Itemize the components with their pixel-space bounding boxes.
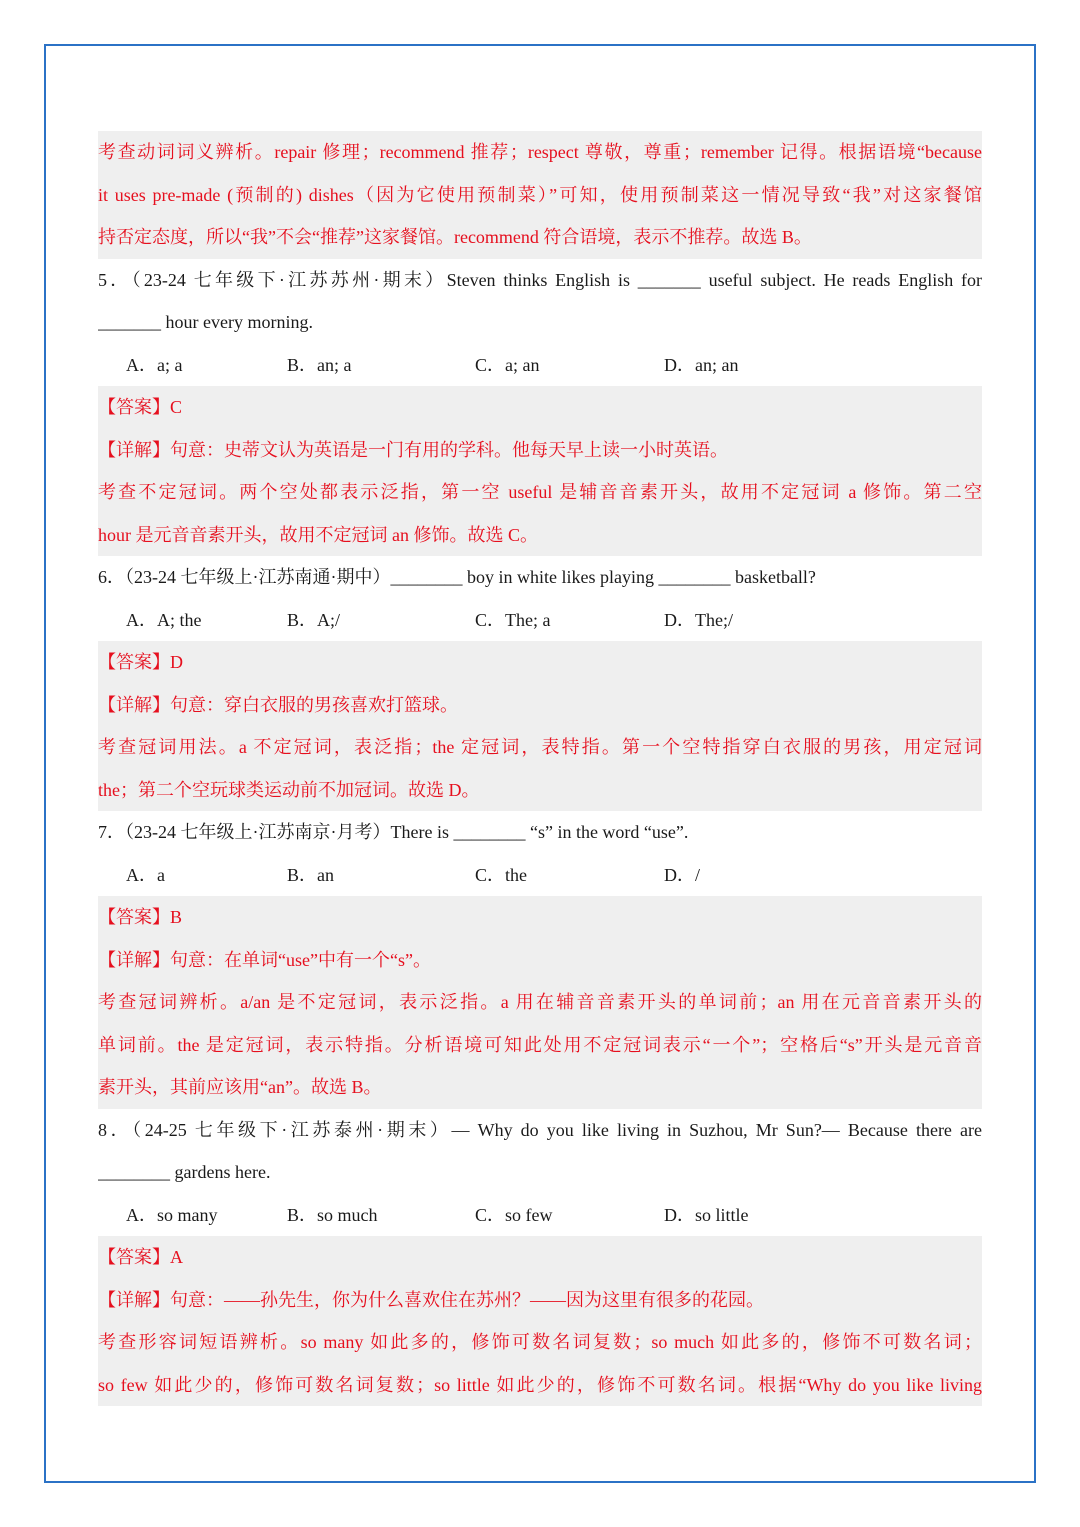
analysis-line: 单词前。the 是定冠词，表示特指。分析语境可知此处用不定冠词表示“一个”；空格后“s”开头是元音音 [98, 1034, 982, 1055]
question-stem-line: 6．（23-24 七年级上·江苏南通·期中）________ boy in white likes playing ________ basketball? [98, 567, 816, 587]
option-d: D．so little [664, 1204, 749, 1225]
option-a: A．so many [126, 1204, 218, 1225]
analysis-line: 考查形容词短语辨析。so many 如此多的，修饰可数名词复数；so much 如此多的，修饰不可数名词； [98, 1332, 982, 1352]
option-a: A．a [126, 864, 165, 885]
options-row [98, 599, 982, 642]
analysis-line: 考查冠词辨析。a/an 是不定冠词，表示泛指。a 用在辅音音素开头的单词前；an 用在元音音素开头的 [98, 992, 982, 1012]
analysis-line: 持否定态度，所以“我”不会“推荐”这家餐馆。recommend 符合语境，表示不推荐。故选 B。 [98, 227, 812, 247]
detail-line: 【详解】句意：——孙先生，你为什么喜欢住在苏州？——因为这里有很多的花园。 [98, 1289, 764, 1310]
option-b: B．A;/ [287, 609, 341, 630]
question-5 [98, 259, 982, 387]
options-row [98, 854, 982, 897]
answer-block [98, 896, 982, 1109]
detail-line: 【详解】句意：在单词“use”中有一个“s”。 [98, 949, 431, 970]
option-a: A．A; the [126, 609, 202, 630]
analysis-line: the；第二个空玩球类运动前不加冠词。故选 D。 [98, 779, 480, 800]
analysis-line: hour 是元音音素开头，故用不定冠词 an 修饰。故选 C。 [98, 524, 538, 545]
analysis-block [98, 131, 982, 259]
option-c: C．so few [475, 1204, 553, 1225]
answer-label: 【答案】C [98, 397, 183, 417]
option-c: C．The; a [475, 609, 551, 630]
option-b: B．an; a [287, 354, 352, 375]
analysis-line: it uses pre-made (预制的) dishes（因为它使用预制菜）”可知，使用预制菜这一情况导致“我”对这家餐馆 [98, 184, 982, 205]
analysis-line: 考查不定冠词。两个空处都表示泛指，第一空 useful 是辅音音素开头，故用不定冠词 a 修饰。第二空 [98, 482, 982, 502]
answer-block [98, 1236, 982, 1406]
detail-line: 【详解】句意：史蒂文认为英语是一门有用的学科。他每天早上读一小时英语。 [98, 439, 728, 460]
option-b: B．so much [287, 1204, 378, 1225]
option-d: D．The;/ [664, 609, 733, 630]
option-c: C．a; an [475, 354, 540, 375]
question-stem-line: 7．（23-24 七年级上·江苏南京·月考）There is ________ “s” in the word “use”. [98, 822, 689, 842]
options-row [98, 1194, 982, 1237]
analysis-line: 考查动词词义辨析。repair 修理；recommend 推荐；respect 尊敬，尊重；remember 记得。根据语境“because [98, 142, 982, 162]
option-d: D．/ [664, 864, 700, 885]
worksheet-content [98, 131, 982, 1406]
question-stem-line: 8．（24-25 七年级下·江苏泰州·期末）— Why do you like living in Suzhou, Mr Sun?— Because there are [98, 1119, 982, 1140]
question-stem-line: ________ gardens here. [98, 1162, 271, 1182]
question-stem-line: _______ hour every morning. [98, 312, 313, 332]
analysis-line: 考查冠词用法。a 不定冠词，表泛指；the 定冠词，表特指。第一个空特指穿白衣服的男孩，用定冠词 [98, 737, 982, 757]
answer-label: 【答案】D [98, 652, 183, 672]
option-c: C．the [475, 864, 527, 885]
answer-block [98, 641, 982, 811]
analysis-line: so few 如此少的，修饰可数名词复数；so little 如此少的，修饰不可数名词。根据“Why do you like living [98, 1374, 982, 1395]
question-stem-line: 5．（23-24 七年级下·江苏苏州·期末）Steven thinks English is _______ useful subject. He reads English for [98, 269, 982, 290]
question-7 [98, 811, 982, 896]
analysis-line: 素开头，其前应该用“an”。故选 B。 [98, 1077, 382, 1097]
detail-line: 【详解】句意：穿白衣服的男孩喜欢打篮球。 [98, 694, 458, 715]
answer-block [98, 386, 982, 556]
option-d: D．an; an [664, 354, 739, 375]
question-6 [98, 556, 982, 641]
answer-label: 【答案】B [98, 907, 183, 927]
question-8 [98, 1109, 982, 1237]
option-a: A．a; a [126, 354, 183, 375]
answer-label: 【答案】A [98, 1247, 183, 1267]
options-row [98, 344, 982, 387]
option-b: B．an [287, 864, 334, 885]
